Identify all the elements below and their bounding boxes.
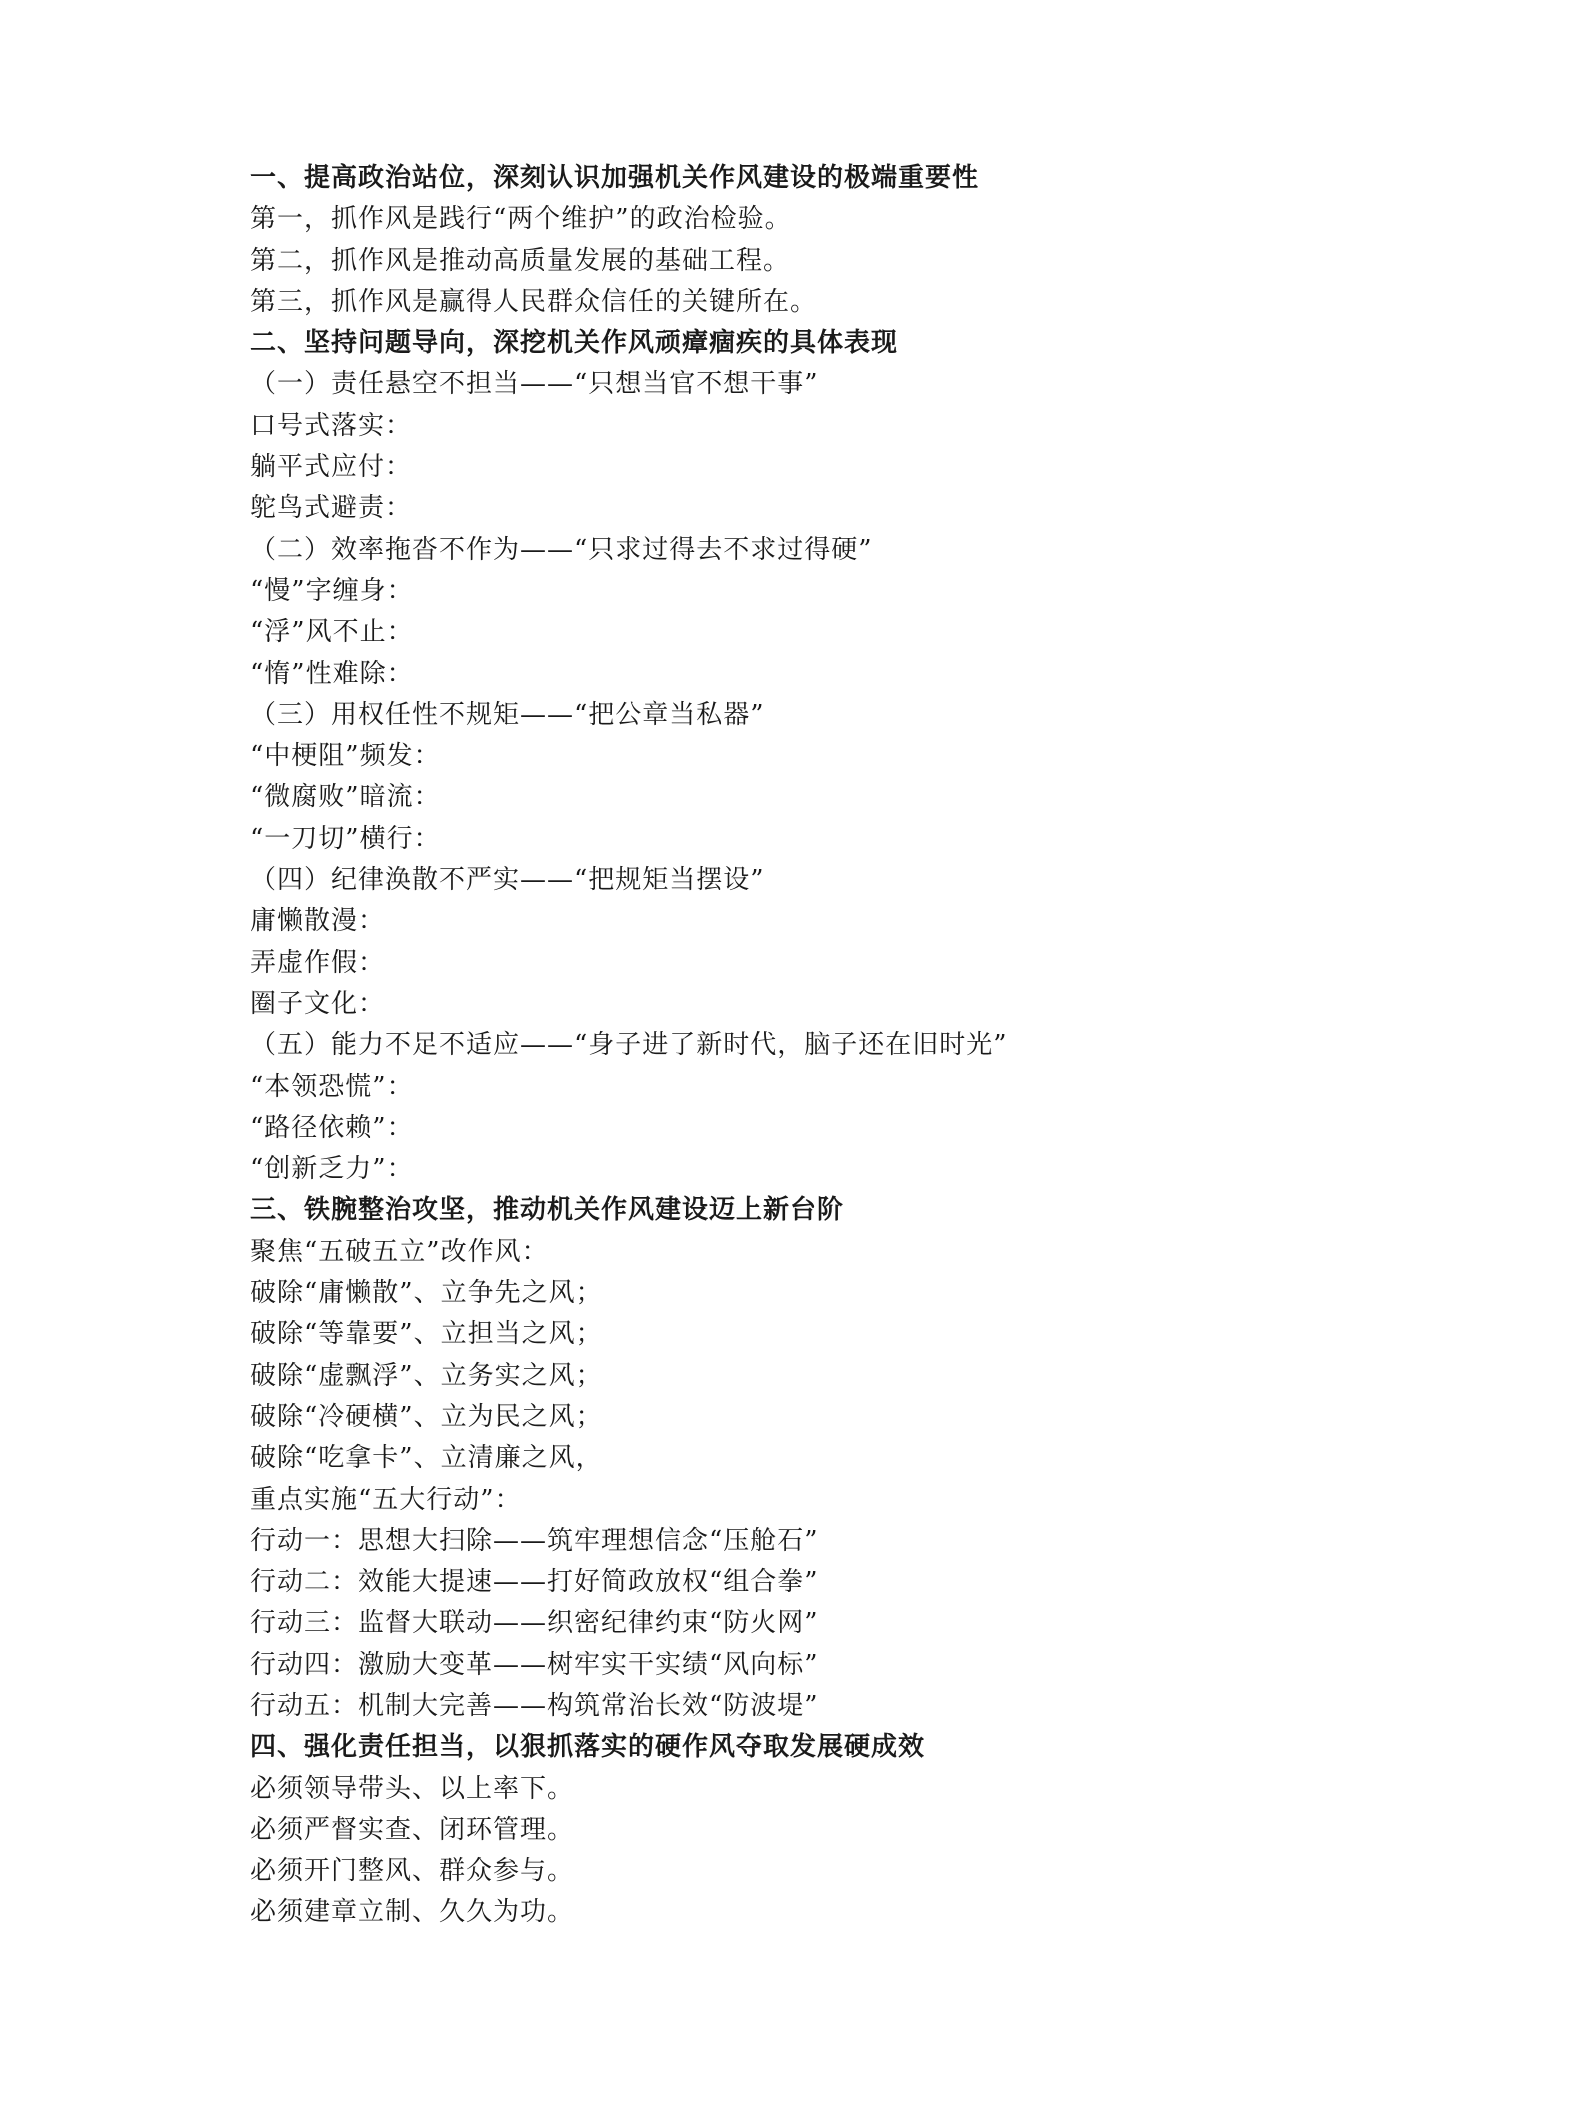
text-line: （二）效率拖沓不作为——“只求过得去不求过得硬” bbox=[250, 534, 873, 565]
text-line: “微腐败”暗流： bbox=[250, 782, 441, 813]
text-line: 第二，抓作风是推动高质量发展的基础工程。 bbox=[250, 245, 791, 276]
section-heading: 二、坚持问题导向，深挖机关作风顽瘴痼疾的具体表现 bbox=[250, 328, 899, 359]
text-line: （三）用权任性不规矩——“把公章当私器” bbox=[250, 699, 765, 730]
text-line: “浮”风不止： bbox=[250, 617, 414, 648]
text-line: 第三，抓作风是赢得人民群众信任的关键所在。 bbox=[250, 286, 818, 317]
text-line: 行动一：思想大扫除——筑牢理想信念“压舱石” bbox=[250, 1525, 819, 1556]
document-body bbox=[250, 158, 1450, 1934]
section-heading: 四、强化责任担当，以狠抓落实的硬作风夺取发展硬成效 bbox=[250, 1732, 926, 1763]
text-line: 破除“庸懒散”、立争先之风； bbox=[250, 1278, 603, 1309]
text-line: 第一，抓作风是践行“两个维护”的政治检验。 bbox=[250, 204, 792, 235]
text-line: 必须领导带头、以上率下。 bbox=[250, 1773, 575, 1804]
text-line: （五）能力不足不适应——“身子进了新时代，脑子还在旧时光” bbox=[250, 1030, 1008, 1061]
section-heading: 一、提高政治站位，深刻认识加强机关作风建设的极端重要性 bbox=[250, 163, 980, 193]
text-line: 口号式落实： bbox=[250, 410, 413, 441]
text-line: “路径依赖”： bbox=[250, 1112, 414, 1143]
text-line: 行动三：监督大联动——织密纪律约束“防火网” bbox=[250, 1608, 819, 1639]
text-line: “惰”性难除： bbox=[250, 658, 414, 689]
text-line: 重点实施“五大行动”： bbox=[250, 1484, 522, 1515]
text-line: 鸵鸟式避责： bbox=[250, 493, 413, 524]
text-line: 圈子文化： bbox=[250, 988, 386, 1019]
text-line: 躺平式应付： bbox=[250, 452, 413, 483]
text-line: 行动二：效能大提速——打好简政放权“组合拳” bbox=[250, 1567, 819, 1598]
text-line: “慢”字缠身： bbox=[250, 575, 414, 606]
text-line: 必须建章立制、久久为功。 bbox=[250, 1897, 575, 1928]
text-line: 必须严督实查、闭环管理。 bbox=[250, 1814, 575, 1845]
text-line: “一刀切”横行： bbox=[250, 823, 441, 854]
text-line: （一）责任悬空不担当——“只想当官不想干事” bbox=[250, 369, 819, 400]
text-line: 破除“虚飘浮”、立务实之风； bbox=[250, 1360, 603, 1391]
section-heading: 三、铁腕整治攻坚，推动机关作风建设迈上新台阶 bbox=[250, 1195, 845, 1226]
text-line: （四）纪律涣散不严实——“把规矩当摆设” bbox=[250, 865, 765, 896]
text-line: 破除“冷硬横”、立为民之风； bbox=[250, 1401, 603, 1432]
text-line: 破除“等靠要”、立担当之风； bbox=[250, 1319, 603, 1350]
text-line: “中梗阻”频发： bbox=[250, 741, 441, 772]
text-line: 行动五：机制大完善——构筑常治长效“防波堤” bbox=[250, 1690, 819, 1721]
text-line: “本领恐慌”： bbox=[250, 1071, 414, 1102]
text-line: 行动四：激励大变革——树牢实干实绩“风向标” bbox=[250, 1649, 819, 1680]
text-line: 庸懒散漫： bbox=[250, 906, 386, 937]
text-line: 破除“吃拿卡”、立清廉之风， bbox=[250, 1443, 603, 1474]
text-line: 弄虚作假： bbox=[250, 947, 386, 978]
text-line: 聚焦“五破五立”改作风： bbox=[250, 1236, 549, 1267]
text-line: 必须开门整风、群众参与。 bbox=[250, 1856, 575, 1887]
text-line: “创新乏力”： bbox=[250, 1154, 414, 1185]
